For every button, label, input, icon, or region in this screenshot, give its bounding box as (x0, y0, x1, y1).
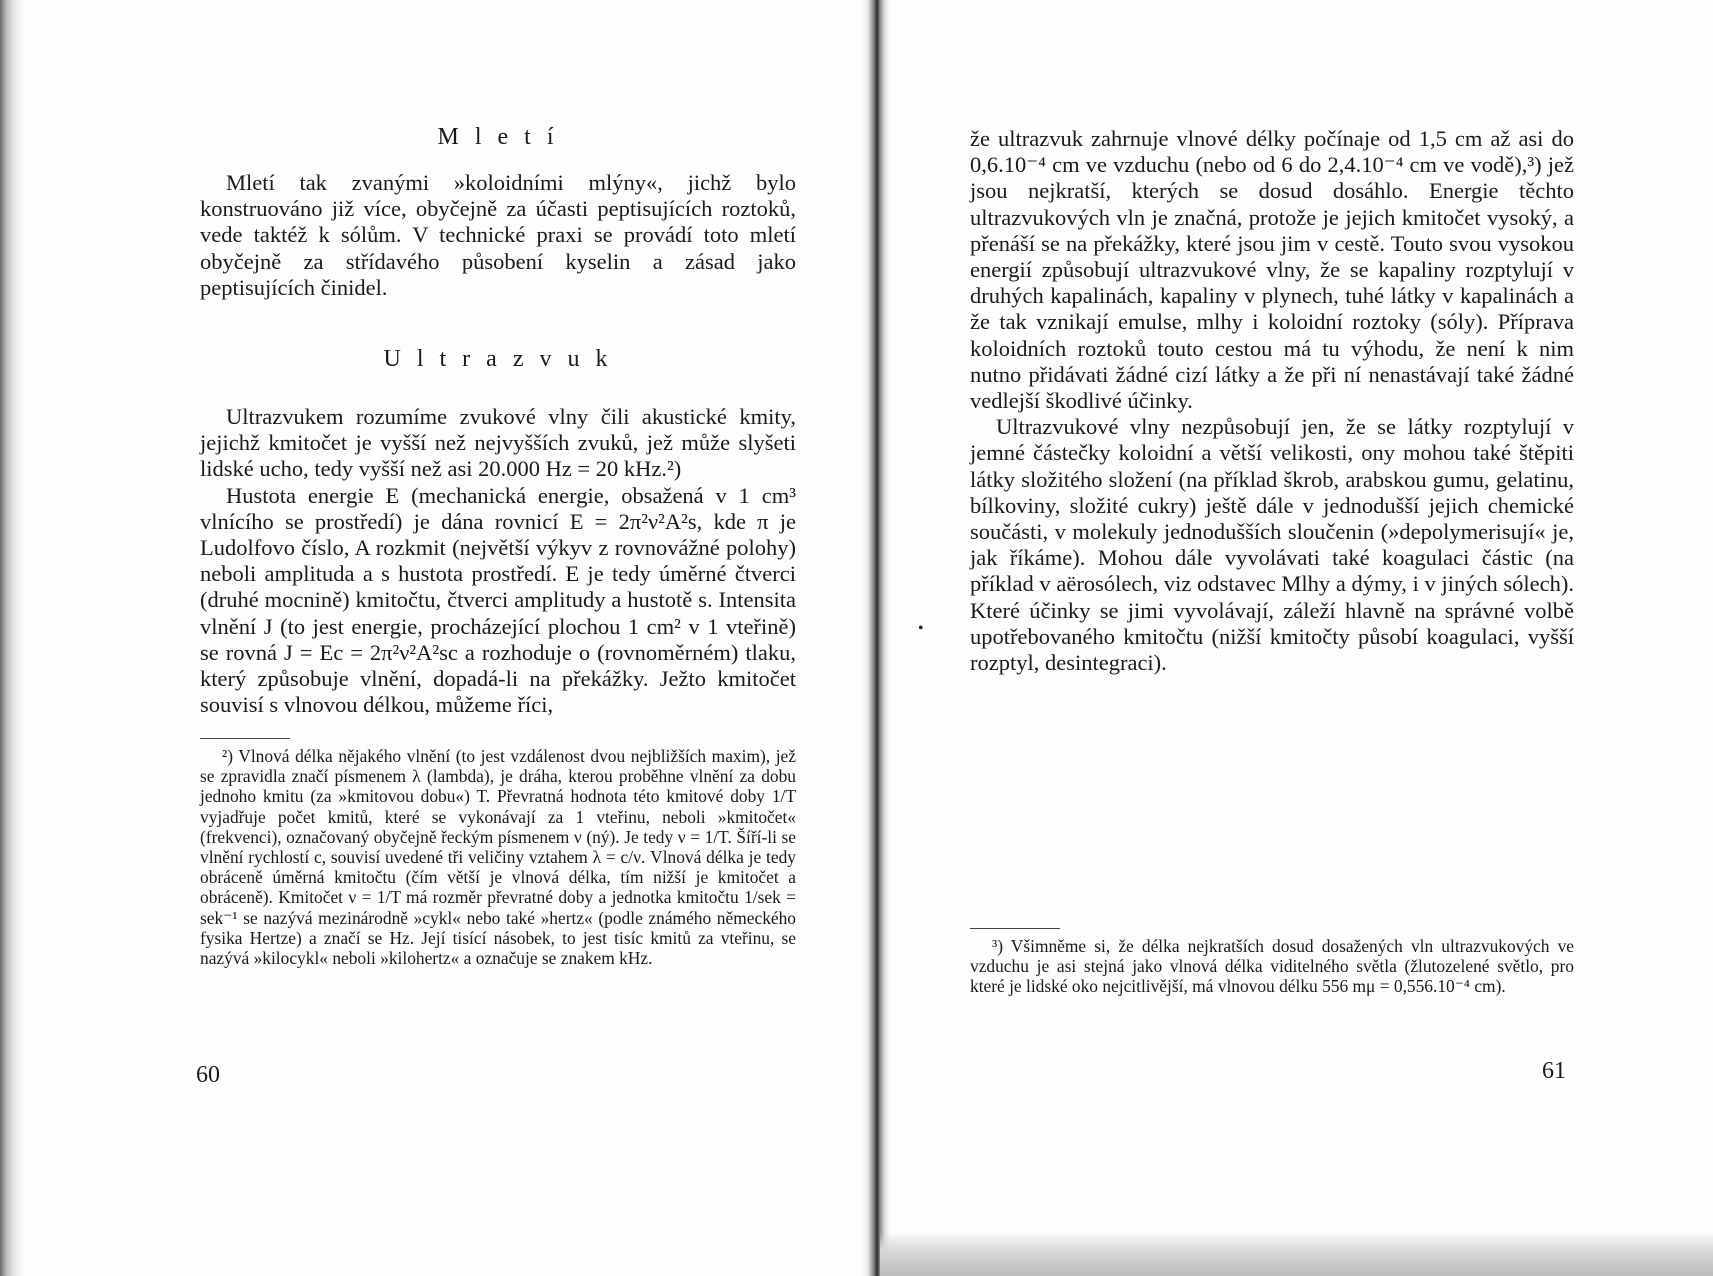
heading-ultrazvuk: U l t r a z v u k (383, 346, 613, 372)
book-spine-gutter (862, 0, 890, 1276)
right-paragraph-1: že ultrazvuk zahrnuje vlnové délky počínaje od 1,5 cm až asi do 0,6.10⁻⁴ cm ve vzduchu (nebo od 6 do 2,4.10⁻⁴ cm ve vodě),³) jež jsou nejkratší, kterých se dosud dosáhlo. Energie těchto ultrazvukových vln je značná, protože je jejich kmitočet vysoký, a přenáší se na překážky, které jsou jim v cestě. Touto svou vysokou energií způsobují ultrazvukové vlny, že se kapaliny rozptylují v druhých kapalinách, kapaliny v plynech, tuhé látky v kapalinách a že tak vznikají emulse, mlhy i koloidní roztoky (sóly). Příprava koloidních roztoků touto cestou má tu výhodu, že není k nim nutno přidávati žádné cizí látky a že při ní nenastávají také žádné vedlejší škodlivé účinky. (970, 126, 1574, 414)
footnote-3 (970, 936, 1574, 997)
footnote-3-text: ³) Všimněme si, že délka nejkratších dosud dosažených vln ultrazvukových ve vzduchu je asi stejná jako vlnová délka viditelného světla (žlutozelené světlo, pro které je lidské oko nejcitlivější, má vlnovou délku 556 mμ = 0,556.10⁻⁴ cm). (970, 936, 1574, 997)
page-right (890, 0, 1713, 1276)
ink-speck: • (918, 620, 924, 637)
scan-bottom-edge-shadow (880, 1232, 1713, 1276)
heading-mleti: M l e t í (437, 124, 559, 150)
ultrazvuk-paragraph-1: Ultrazvukem rozumíme zvukové vlny čili akustické kmity, jejichž kmitočet je vyšší než nejvyšších zvuků, jež může slyšeti lidské ucho, tedy vyšší než asi 20.000 Hz = 20 kHz.²) (200, 404, 796, 482)
right-paragraph-2: Ultrazvukové vlny nezpůsobují jen, že se látky rozptylují v jemné částečky koloidní a větší velikosti, ony mohou také štěpiti látky složitého složení (na příklad škrob, arabskou gumu, gelatinu, bílkoviny, složité cukry) ještě dále v jednodušší jejich chemické součásti, v molekuly jednodušších sloučenin (»depolymerisují« je, jak říkáme). Mohou dále vyvolávati také koagulaci částic (na příklad v aërosólech, viz odstavec Mlhy a dýmy, i v jiných sólech). Které účinky se jimi vyvolávají, záleží hlavně na správné volbě upotřebovaného kmitočtu (nižší kmitočty působí koagulaci, vyšší rozptyl, desintegraci). (970, 414, 1574, 676)
footnote-separator (200, 738, 290, 739)
page-number-right: 61 (1542, 1058, 1566, 1084)
ultrazvuk-section-text (200, 404, 796, 718)
right-page-text (970, 126, 1574, 676)
ultrazvuk-paragraph-2: Hustota energie E (mechanická energie, obsažená v 1 cm³ vlnícího se prostředí) je dána rovnicí E = 2π²ν²A²s, kde π je Ludolfovo číslo, A rozkmit (největší výkyv z rovnovážné polohy) neboli amplituda a s hustota prostředí. E je tedy úměrné čtverci (druhé mocnině) kmitočtu, čtverci amplitudy a hustotě s. Intensita vlnění J (to jest energie, procházející plochou 1 cm² v 1 vteřině) se rovná J = Ec = 2π²ν²A²sc a rozhoduje o (rovnoměrném) tlaku, který způsobuje vlnění, dopadá-li na překážky. Ježto kmitočet souvisí s vlnovou délkou, můžeme říci, (200, 482, 796, 718)
mleti-section-text (200, 170, 796, 301)
footnote-2-text: ²) Vlnová délka nějakého vlnění (to jest vzdálenost dvou nejbližších maxim), jež se zpravidla značí písmenem λ (lambda), je dráha, kterou proběhne vlnění za dobu jednoho kmitu (za »kmitovou dobu«) T. Převratná hodnota této kmitové doby 1/T vyjadřuje počet kmitů, které se vykonávají za 1 vteřinu, neboli »kmitočet« (frekvenci), označovaný obyčejně řeckým písmenem ν (ný). Je tedy ν = 1/T. Šíří-li se vlnění rychlostí c, souvisí uvedené tři veličiny vztahem λ = c/ν. Vlnová délka je tedy obráceně úměrná kmitočtu (čím větší je vlnová délka, tím nižší je kmitočet a obráceně). Kmitočet ν = 1/T má rozměr převratné doby a jednotka kmitočtu 1/sek = sek⁻¹ se nazývá mezinárodně »cykl« nebo také »hertz« (podle známého německého fysika Hertze) a značí se Hz. Její tisící násobek, to jest tisíc kmitů za vteřinu, se nazývá »kilocykl« neboli »kilohertz« a označuje se znakem kHz. (200, 746, 796, 969)
page-number-left: 60 (196, 1062, 220, 1088)
footnote-2 (200, 746, 796, 968)
mleti-paragraph: Mletí tak zvanými »koloidními mlýny«, jichž bylo konstruováno již více, obyčejně za účasti peptisujících roztoků, vede taktéž k sólům. V technické praxi se provádí toto mletí obyčejně za střídavého působení kyselin a zásad jako peptisujících činidel. (200, 170, 796, 300)
footnote-separator-right (970, 928, 1060, 929)
